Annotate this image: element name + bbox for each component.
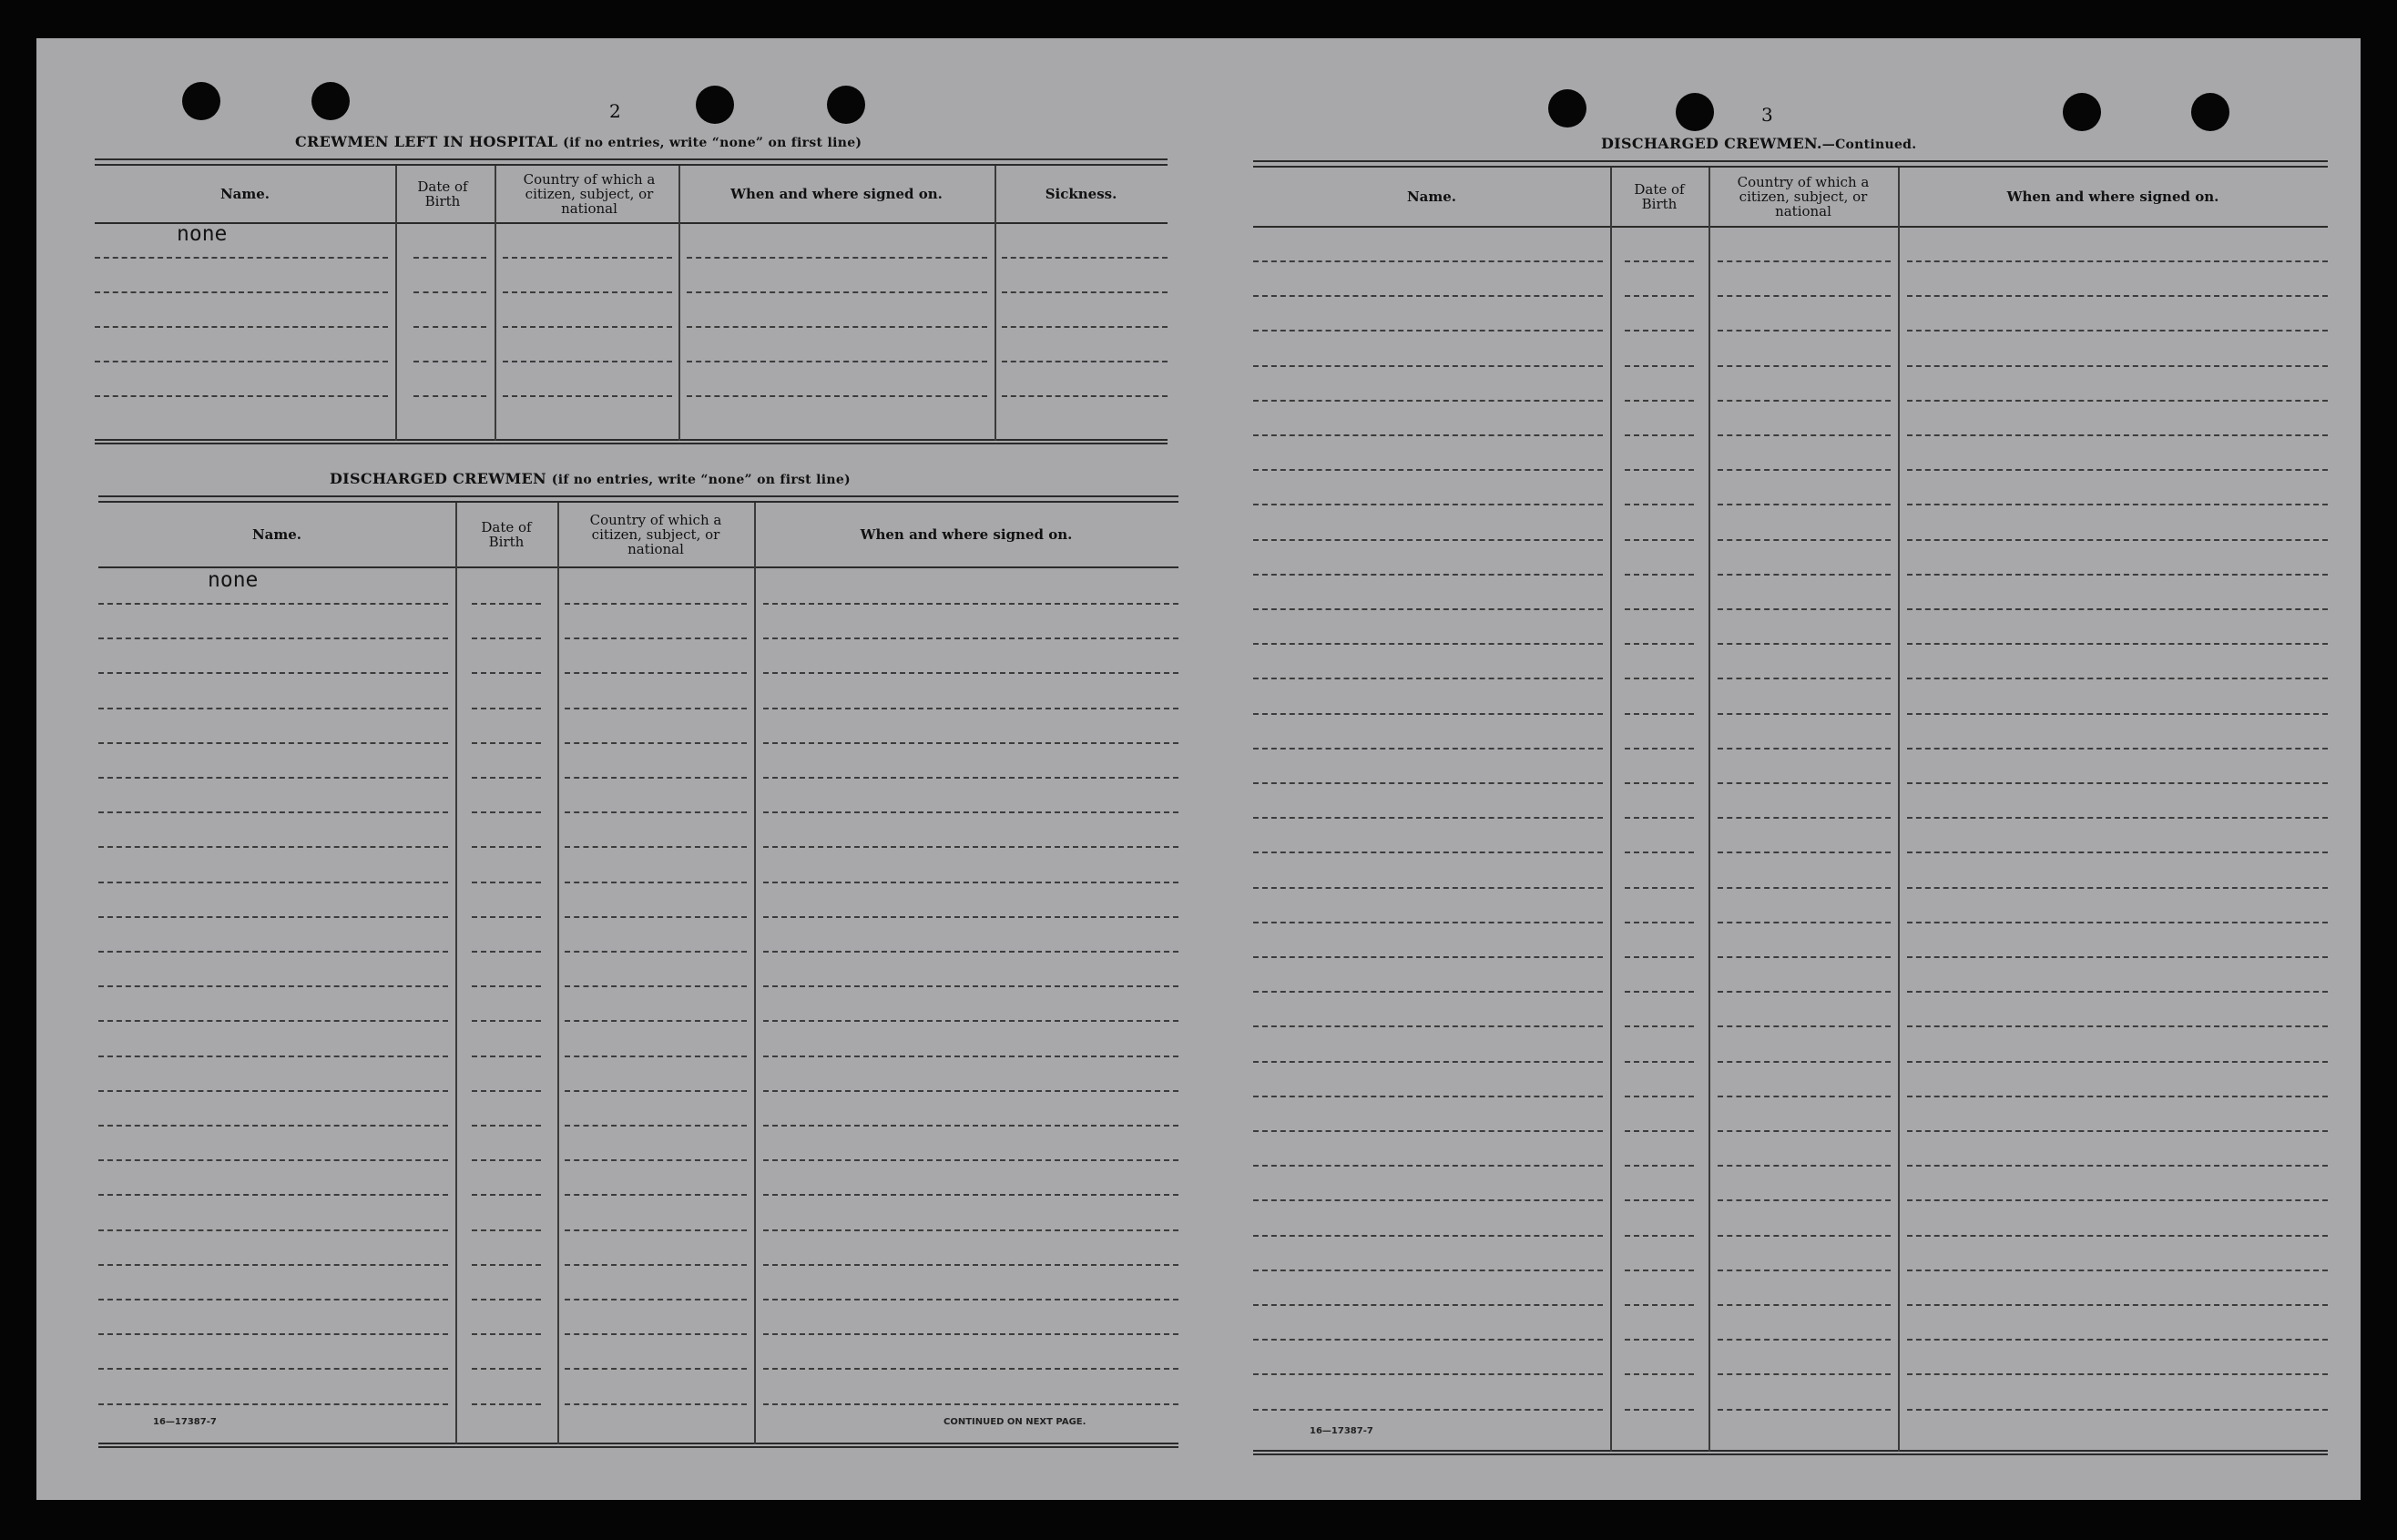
right-col-header-signed-on: When and where signed on. <box>2006 189 2219 205</box>
punch-hole <box>2063 93 2101 131</box>
right-col-header-date-of-birth: Date of Birth <box>1634 181 1685 212</box>
punch-hole <box>827 86 865 124</box>
discharged-title-text: DISCHARGED CREWMEN <box>330 470 546 487</box>
hospital-entry-name: none <box>177 222 228 246</box>
page-number-right: 3 <box>1761 104 1773 126</box>
col-header-country: Country of which a citizen, subject, or national <box>523 171 656 217</box>
page-number-left: 2 <box>609 100 621 122</box>
punch-hole <box>2191 93 2229 131</box>
continued-note: CONTINUED ON NEXT PAGE. <box>944 1417 1086 1427</box>
right-title-text: DISCHARGED CREWMEN. <box>1601 135 1822 152</box>
col-header-signed-on: When and where signed on. <box>730 186 943 202</box>
discharged-col-header-signed-on: When and where signed on. <box>860 526 1073 543</box>
hospital-title-note: (if no entries, write “none” on first line) <box>563 136 862 150</box>
right-title-suffix: —Continued. <box>1821 138 1917 152</box>
discharged-continued-table <box>1253 160 2328 1457</box>
hospital-table <box>95 158 1168 444</box>
discharged-title-note: (if no entries, write “none” on first line) <box>551 473 851 487</box>
right-col-header-country: Country of which a citizen, subject, or national <box>1737 174 1870 219</box>
discharged-section-title <box>330 470 851 487</box>
right-section-title <box>1601 135 1916 152</box>
punch-hole <box>1548 89 1586 127</box>
col-header-sickness: Sickness. <box>1045 186 1117 202</box>
hospital-title-text: CREWMEN LEFT IN HOSPITAL <box>295 133 558 150</box>
punch-hole <box>696 86 734 124</box>
punch-hole <box>311 82 350 120</box>
discharged-table <box>98 495 1178 1448</box>
form-number-left: 16—17387-7 <box>153 1417 217 1427</box>
discharged-entry-name: none <box>208 568 259 592</box>
col-header-name: Name. <box>219 186 270 202</box>
discharged-col-header-country: Country of which a citizen, subject, or national <box>589 512 722 557</box>
punch-hole <box>182 82 220 120</box>
discharged-col-header-name: Name. <box>251 526 302 543</box>
form-number-right: 16—17387-7 <box>1310 1426 1373 1436</box>
discharged-col-header-date-of-birth: Date of Birth <box>481 519 532 550</box>
form-sheet <box>36 38 2361 1500</box>
hospital-section-title <box>295 133 862 150</box>
col-header-date-of-birth: Date of Birth <box>417 178 468 209</box>
punch-hole <box>1676 93 1714 131</box>
right-col-header-name: Name. <box>1406 189 1457 205</box>
